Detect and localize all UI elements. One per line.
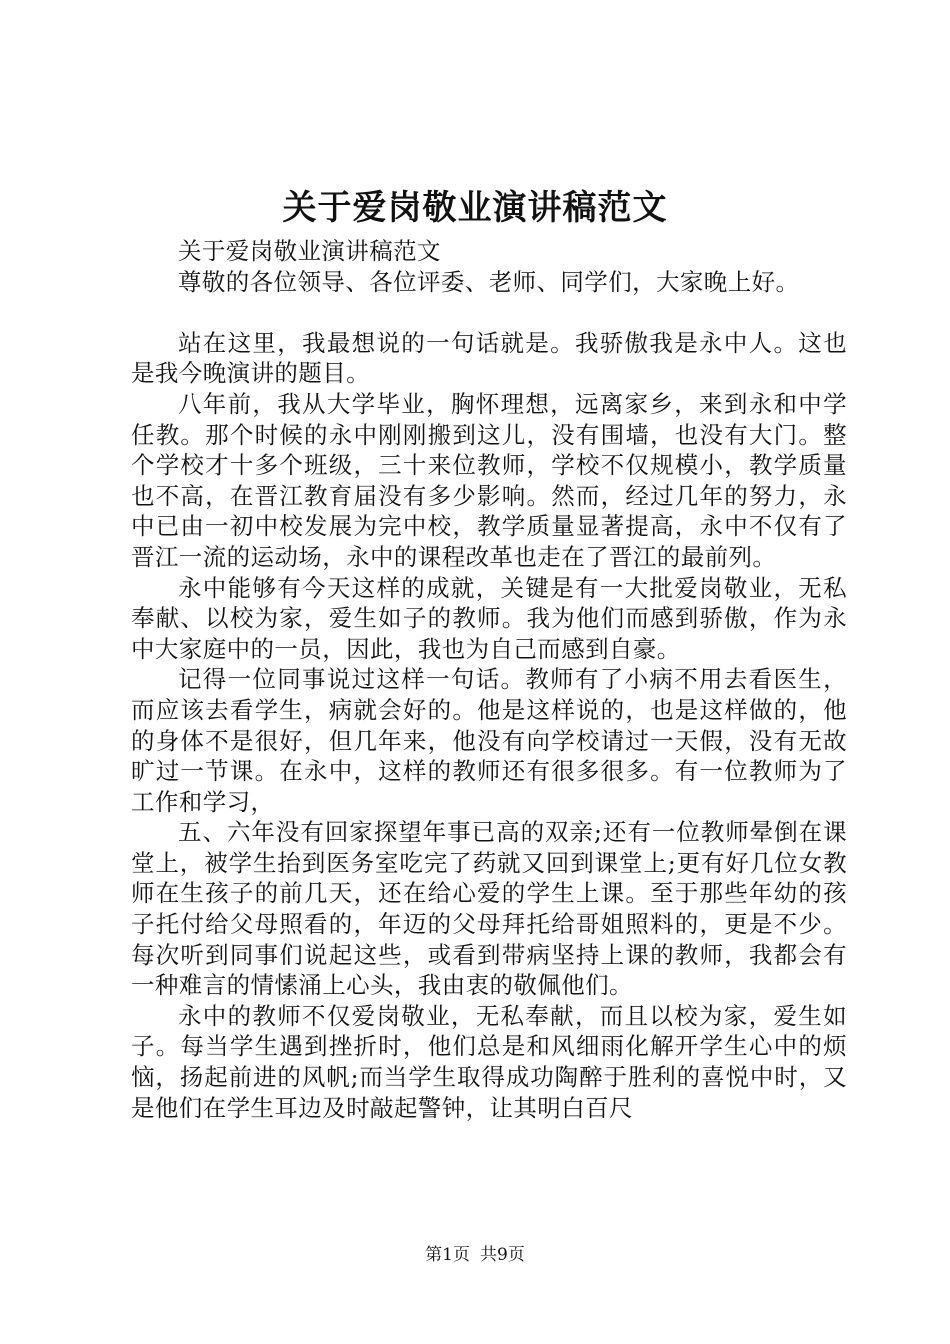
paragraph-greeting: 尊敬的各位领导、各位评委、老师、同学们，大家晚上好。 — [178, 267, 800, 296]
paragraph: 记得一位同事说过这样一句话。教师有了小病不用去看医生，而应该去看学生，病就会好的。他是这样说的，也是这样做的，他的身体不是很好，但几年来，他没有向学校请过一天假，没有无故旷过一节课。在永中，这样的教师还有很多很多。有一位教师为了工作和学习， — [131, 665, 847, 816]
page-total: 共9页 — [480, 1245, 525, 1265]
paragraph: 永中的教师不仅爱岗敬业，无私奉献，而且以校为家，爱生如子。每当学生遇到挫折时，他们总是和风细雨化解开学生心中的烦恼，扬起前进的风帆;而当学生取得成功陶醉于胜利的喜悦中时，又是他们在学生耳边及时敲起警钟，让其明白百尺 — [131, 1001, 847, 1122]
document-body — [131, 236, 847, 1123]
paragraph: 八年前，我从大学毕业，胸怀理想，远离家乡，来到永和中学任教。那个时候的永中刚刚搬到这儿，没有围墙，也没有大门。整个学校才十多个班级，三十来位教师，学校不仅规模小，教学质量也不高，在晋江教育届没有多少影响。然而，经过几年的努力，永中已由一初中校发展为完中校，教学质量显著提高，永中不仅有了晋江一流的运动场，永中的课程改革也走在了晋江的最前列。 — [131, 389, 847, 571]
paragraph: 站在这里，我最想说的一句话就是。我骄傲我是永中人。这也是我今晚演讲的题目。 — [131, 328, 847, 388]
document-title: 关于爱岗敬业演讲稿范文 — [282, 188, 668, 228]
page-footer — [0, 1243, 950, 1267]
paragraph: 五、六年没有回家探望年事已高的双亲;还有一位教师晕倒在课堂上，被学生抬到医务室吃完了药就又回到课堂上;更有好几位女教师在生孩子的前几天，还在给心爱的学生上课。至于那些年幼的孩子托付给父母照看的，年迈的父母拜托给哥姐照料的，更是不少。每次听到同事们说起这些，或看到带病坚持上课的教师，我都会有一种难言的情愫涌上心头，我由衷的敬佩他们。 — [131, 818, 847, 1000]
paragraph-heading: 关于爱岗敬业演讲稿范文 — [178, 237, 441, 265]
page-number: 第1页 — [425, 1245, 470, 1265]
paragraph: 永中能够有今天这样的成就，关键是有一大批爱岗敬业，无私奉献、以校为家，爱生如子的教师。我为他们而感到骄傲，作为永中大家庭中的一员，因此，我也为自己而感到自豪。 — [131, 573, 847, 663]
